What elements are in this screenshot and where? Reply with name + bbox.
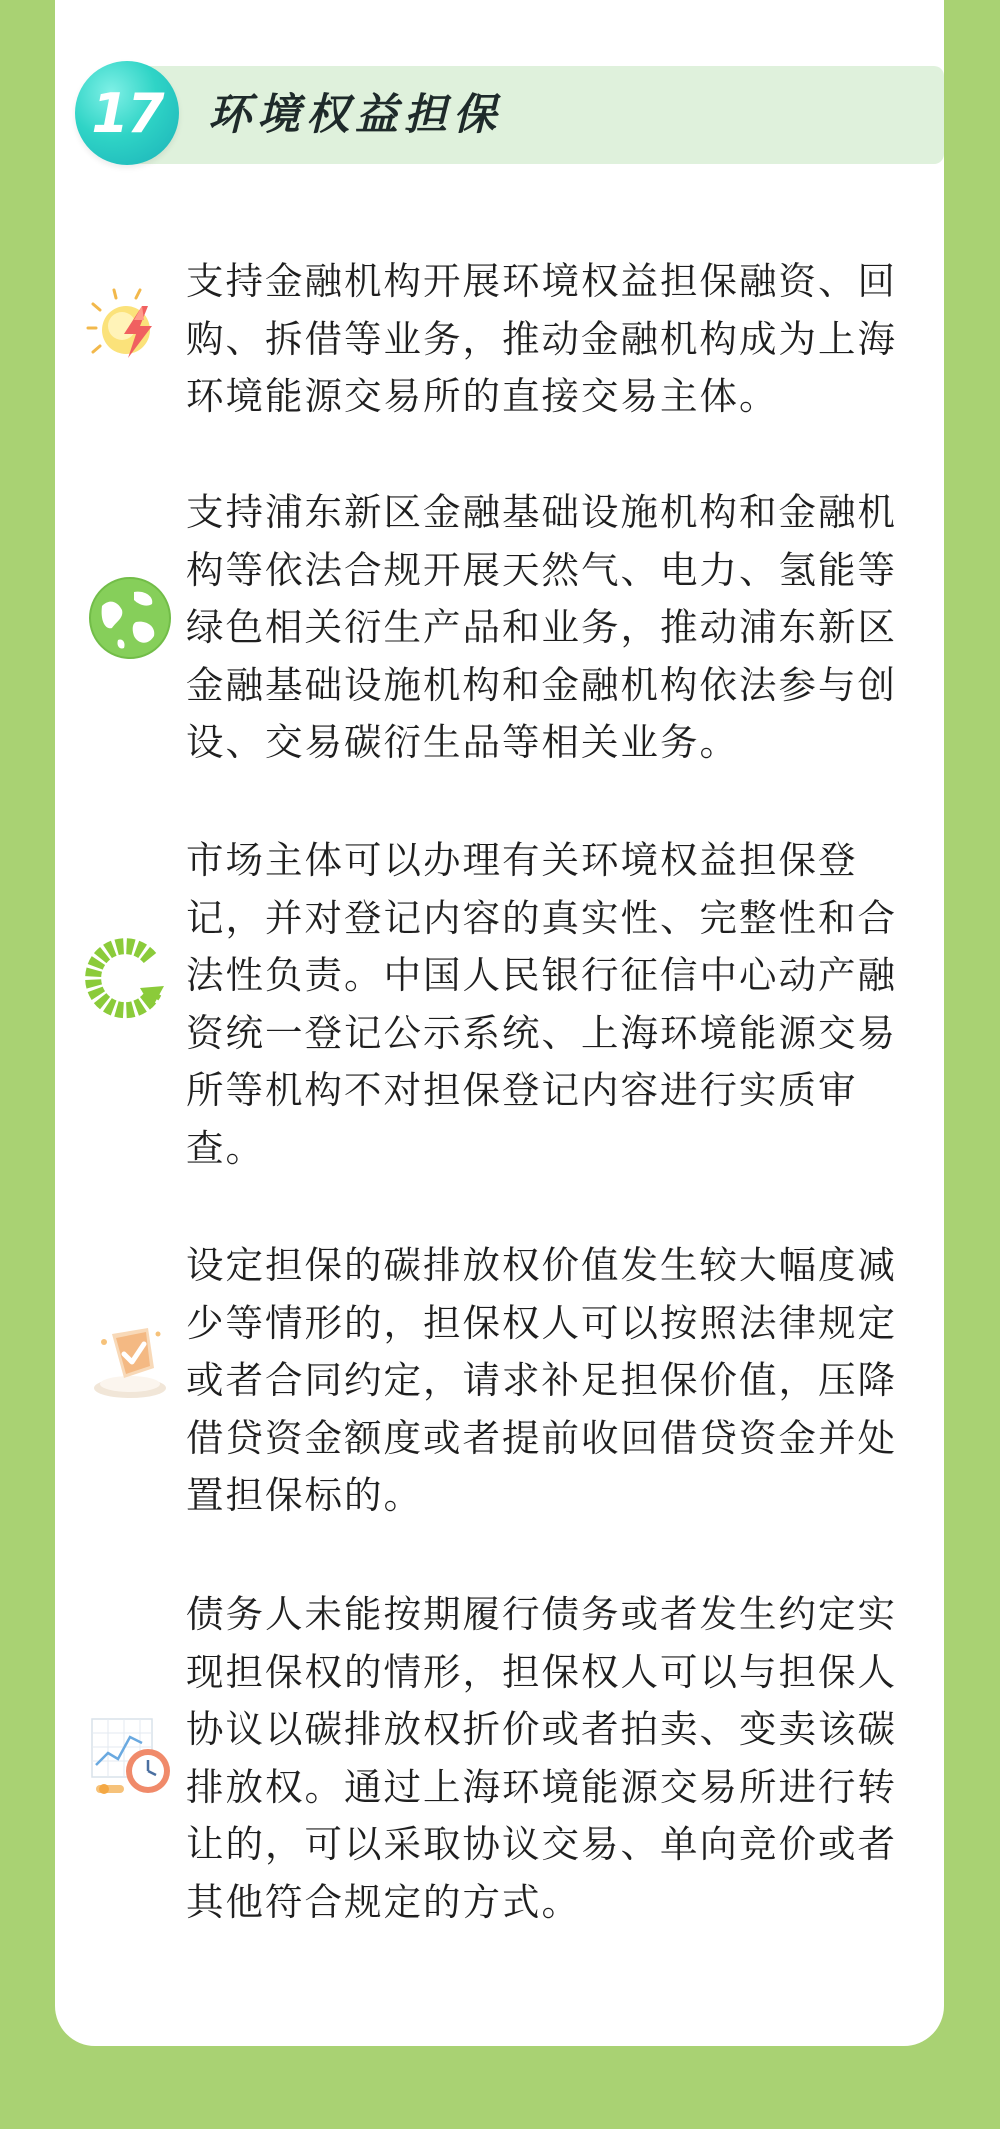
paragraph-line: 其他符合规定的方式。 bbox=[186, 1879, 581, 1924]
paragraph-line: 协议以碳排放权折价或者拍卖、变卖该碳 bbox=[186, 1707, 897, 1751]
paragraph-line: 金融基础设施机构和金融机构依法参与创 bbox=[186, 662, 897, 707]
paragraph-2 bbox=[186, 484, 926, 772]
shield-check-icon bbox=[88, 1318, 172, 1402]
globe-icon bbox=[88, 576, 172, 660]
paragraph-line: 查。 bbox=[186, 1125, 265, 1170]
paragraph-line: 构等依法合规开展天然气、电力、氢能等 bbox=[186, 547, 897, 592]
paragraph-line: 法性负责。中国人民银行征信中心动产融 bbox=[186, 953, 897, 997]
paragraph-line: 置担保标的。 bbox=[186, 1473, 423, 1517]
paragraph-4 bbox=[186, 1237, 926, 1525]
chart-clock-icon bbox=[90, 1713, 174, 1797]
paragraph-line: 设定担保的碳排放权价值发生较大幅度减 bbox=[186, 1243, 897, 1287]
paragraph-line: 环境能源交易所的直接交易主体。 bbox=[186, 374, 779, 418]
section-number-badge bbox=[75, 61, 179, 165]
paragraph-line: 排放权。通过上海环境能源交易所进行转 bbox=[186, 1764, 897, 1809]
lightning-bolt-icon bbox=[86, 286, 170, 370]
section-title: 环境权益担保 bbox=[208, 90, 502, 140]
paragraph-line: 让的，可以采取协议交易、单向竞价或者 bbox=[186, 1822, 897, 1866]
paragraph-line: 市场主体可以办理有关环境权益担保登 bbox=[186, 838, 858, 882]
paragraph-line: 资统一登记公示系统、上海环境能源交易 bbox=[186, 1010, 897, 1055]
paragraph-line: 设、交易碳衍生品等相关业务。 bbox=[186, 720, 739, 764]
paragraph-line: 或者合同约定，请求补足担保价值，压降 bbox=[186, 1358, 897, 1402]
section-number: 17 bbox=[91, 81, 163, 145]
paragraph-1 bbox=[186, 253, 926, 426]
paragraph-line: 记，并对登记内容的真实性、完整性和合 bbox=[186, 895, 897, 940]
paragraph-3 bbox=[186, 832, 926, 1177]
paragraph-line: 购、拆借等业务，推动金融机构成为上海 bbox=[186, 316, 897, 361]
paragraph-line: 支持浦东新区金融基础设施机构和金融机 bbox=[186, 490, 897, 534]
paragraph-line: 现担保权的情形，担保权人可以与担保人 bbox=[186, 1649, 897, 1694]
paragraph-line: 债务人未能按期履行债务或者发生约定实 bbox=[186, 1592, 897, 1636]
paragraph-5 bbox=[186, 1586, 926, 1931]
paragraph-line: 借贷资金额度或者提前收回借贷资金并处 bbox=[186, 1415, 897, 1460]
paragraph-line: 绿色相关衍生产品和业务，推动浦东新区 bbox=[186, 605, 897, 649]
circular-arrow-icon bbox=[84, 936, 168, 1020]
paragraph-line: 所等机构不对担保登记内容进行实质审 bbox=[186, 1068, 858, 1112]
paragraph-line: 支持金融机构开展环境权益担保融资、回 bbox=[186, 259, 897, 303]
paragraph-line: 少等情形的，担保权人可以按照法律规定 bbox=[186, 1300, 897, 1345]
